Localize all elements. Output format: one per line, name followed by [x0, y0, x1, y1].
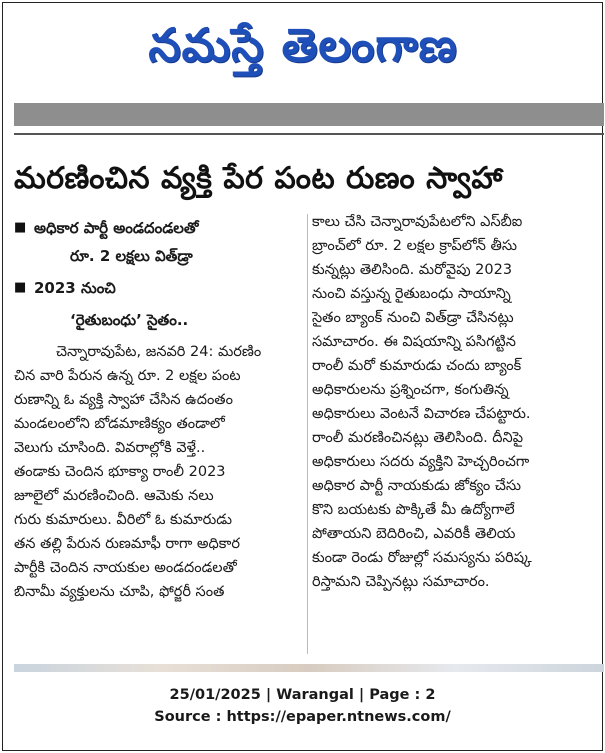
text-line: రిస్తామని చెప్పినట్లు సమాచారం.: [312, 574, 490, 590]
page-footer: [0, 684, 605, 728]
text-line: వెలుగు చూసింది. వివరాల్లోకి వెళ్తే..: [14, 440, 206, 456]
text-line: బ్రాంచ్‌లో రూ. 2 లక్షల క్రాప్‌లోన్ తీసు: [312, 238, 518, 254]
grey-band-divider: [14, 103, 604, 126]
right-column: [312, 214, 602, 660]
text-line: అధికారులను ప్రశ్నించగా, కంగుతిన్న: [312, 382, 509, 398]
source-link[interactable]: Source : https://epaper.ntnews.com/: [154, 709, 451, 725]
text-line: కొని బయటకు పొక్కితే మీ ఉద్యోగాలే: [312, 502, 515, 518]
left-column: [14, 214, 304, 660]
article-headline: మరణించిన వ్యక్తి పేర పంట రుణం స్వాహా: [14, 161, 503, 196]
left-column-text: [14, 340, 304, 604]
text-line: చెన్నారావుపేట, జనవరి 24: మరణిం: [56, 344, 262, 360]
text-line: అధికారులు వెంటనే విచారణ చేపట్టారు.: [312, 406, 531, 422]
bullet-text: 2023 నుంచి: [34, 279, 116, 297]
text-line: కాలు చేసి చెన్నారావుపేటలోని ఎస్‌బీఐ: [312, 214, 523, 230]
text-line: పోతాయని బెదిరించి, ఎవరికీ తెలియ: [312, 526, 516, 542]
text-line: బినామీ వ్యక్తులను చూపి, ఫోర్జరీ సంత: [14, 584, 225, 600]
bullet-square-icon: ■: [14, 280, 27, 295]
right-column-text: [312, 210, 602, 594]
text-line: సైతం బ్యాంక్ నుంచి విత్‌డ్రా చేసినట్లు: [312, 310, 514, 326]
rule-divider: [14, 133, 604, 135]
image-strip: [14, 664, 604, 672]
text-line: అధికారులు సదరు వ్యక్తిని హెచ్చరించగా: [312, 454, 530, 470]
text-line: నుంచి వస్తున్న రైతుబంధు సాయాన్ని: [312, 286, 511, 302]
text-line: రాంలీ మరణించినట్లు తెలిసింది. దీనిపై: [312, 430, 524, 446]
column-divider: [307, 214, 308, 654]
bullet-text: ‘రైతుబంధు’ సైతం..: [70, 311, 189, 329]
text-line: తన తల్లి పేరున రుణమాఫీ రాగా అధికార: [14, 536, 240, 552]
masthead-title: నమస్తే తెలంగాణ: [148, 18, 458, 72]
text-line: రుణాన్ని ఓ వ్యక్తి స్వాహా చేసిన ఉదంతం: [14, 392, 233, 408]
bullet-item: [14, 274, 304, 302]
bullet-square-icon: ■: [14, 220, 27, 235]
masthead: [14, 8, 592, 94]
text-line: గురు కుమారులు. వీరిలో ఓ కుమారుడు: [14, 512, 232, 528]
text-line: సమాచారం. ఈ విషయాన్ని పసిగట్టిన: [312, 334, 516, 350]
text-line: రాంలీ మరో కుమారుడు చందు బ్యాంక్: [312, 358, 522, 374]
text-line: కుండా రెండు రోజుల్లో సమస్యను పరిష్క: [312, 550, 532, 566]
bullet-text: రూ. 2 లక్షలు విత్‌డ్రా: [70, 247, 193, 265]
text-line: తండాకు చెందిన భూక్యా రాంలీ 2023: [14, 464, 226, 480]
text-line: అధికార పార్టీ నాయకుడు జోక్యం చేసు: [312, 478, 522, 494]
text-line: జూలైలో మరణించింది. ఆమెకు నలు: [14, 488, 214, 504]
edition-info: 25/01/2025 | Warangal | Page : 2: [169, 687, 436, 703]
text-line: చిన వారి పేరున ఉన్న రూ. 2 లక్షల పంట: [14, 368, 241, 384]
text-line: మండలంలోని బోడమాణిక్యం తండాలో: [14, 416, 225, 432]
bullet-text: అధికార పార్టీ అండదండలతో: [34, 219, 199, 237]
bullet-item: [14, 214, 304, 242]
highlight-bullets: [14, 214, 304, 334]
text-line: పార్టీకి చెందిన నాయకుల అండదండలతో: [14, 560, 237, 576]
text-line: కున్నట్లు తెలిసింది. మరోవైపు 2023: [312, 262, 513, 278]
